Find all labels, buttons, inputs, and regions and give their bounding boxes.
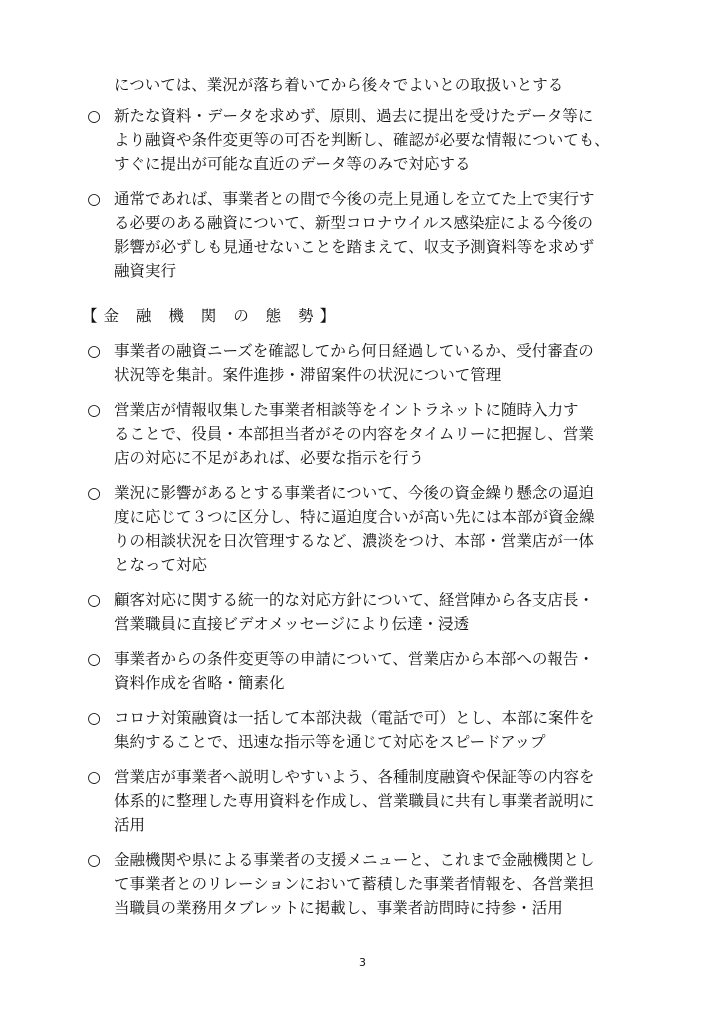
item-text-line: ることで、役員・本部担当者がその内容をタイムリーに把握し、営業 xyxy=(114,425,594,443)
item-text-line: 影響が必ずしも見通せないことを踏まえて、収支予測資料等を求めず xyxy=(114,238,595,256)
list-item xyxy=(82,647,652,695)
item-text-line: 融資実行 xyxy=(114,262,177,280)
page-number: 3 xyxy=(359,956,366,969)
item-text-line: 業況に影響があるとする事業者について、今後の資金繰り懸念の逼迫 xyxy=(114,484,594,502)
list-item xyxy=(82,765,652,837)
item-text-line: 営業職員に直接ビデオメッセージにより伝達・浸透 xyxy=(114,615,470,633)
item-text-line: る必要のある融資について、新型コロナウイルス感染症による今後の xyxy=(114,214,593,232)
item-text-line: 事業者からの条件変更等の申請について、営業店から本部への報告・ xyxy=(114,650,594,668)
section-heading: 【金 融 機 関 の 態 勢】 xyxy=(82,307,342,325)
item-text-line: 営業店が情報収集した事業者相談等をイントラネットに随時入力す xyxy=(114,401,579,419)
item-text-line: 通常であれば、事業者との間で今後の売上見通しを立てた上で実行す xyxy=(114,190,595,208)
item-text-line: 当職員の業務用タブレットに掲載し、事業者訪問時に持参・活用 xyxy=(114,899,563,917)
list-item xyxy=(82,481,652,577)
item-text-line: 事業者の融資ニーズを確認してから何日経過しているか、受付審査の xyxy=(114,342,594,360)
circle-bullet-icon: ○ xyxy=(87,107,101,125)
item-text-line: て事業者とのリレーションにおいて蓄積した事業者情報を、各営業担 xyxy=(114,875,594,893)
circle-bullet-icon: ○ xyxy=(87,591,101,609)
list-item xyxy=(82,588,652,636)
circle-bullet-icon: ○ xyxy=(87,709,101,727)
item-text-line: 新たな資料・データを求めず、原則、過去に提出を受けたデータ等に xyxy=(114,107,594,125)
item-text-line: より融資や条件変更等の可否を判断し、確認が必要な情報についても、 xyxy=(114,131,610,149)
item-text-line: 集約することで、迅速な指示等を通じて対応をスピードアップ xyxy=(114,733,546,751)
list-item xyxy=(82,398,652,470)
item-text-line: 活用 xyxy=(114,816,146,834)
item-text-line: となって対応 xyxy=(114,556,208,574)
item-text-line: 金融機関や県による事業者の支援メニューと、これまで金融機関とし xyxy=(114,851,595,869)
item-text-line: 営業店が事業者へ説明しやすいよう、各種制度融資や保証等の内容を xyxy=(114,768,595,786)
circle-bullet-icon: ○ xyxy=(87,401,101,419)
list-item xyxy=(82,187,652,283)
circle-bullet-icon: ○ xyxy=(87,190,101,208)
item-text-line: 店の対応に不足があれば、必要な指示を行う xyxy=(114,449,425,467)
continuation-text: については、業況が落ち着いてから後々でよいとの取扱いとする xyxy=(114,76,564,94)
list-item xyxy=(82,104,652,176)
circle-bullet-icon: ○ xyxy=(87,484,101,502)
item-text-line: 顧客対応に関する統一的な対応方針について、経営陣から各支店長・ xyxy=(114,591,594,609)
list-item xyxy=(82,848,652,920)
circle-bullet-icon: ○ xyxy=(87,851,101,869)
item-text-line: りの相談状況を日次管理するなど、濃淡をつけ、本部・営業店が一体 xyxy=(114,532,594,550)
item-text-line: すぐに提出が可能な直近のデータ等のみで対応する xyxy=(114,155,471,173)
section-bullet-list xyxy=(82,339,652,931)
item-text-line: 度に応じて３つに区分し、特に逼迫度合いが高い先には本部が資金繰 xyxy=(114,508,595,526)
item-text-line: コロナ対策融資は一括して本部決裁（電話で可）とし、本部に案件を xyxy=(114,709,595,727)
item-text-line: 状況等を集計。案件進捗・滞留案件の状況について管理 xyxy=(114,366,502,384)
circle-bullet-icon: ○ xyxy=(87,342,101,360)
item-text-line: 資料作成を省略・簡素化 xyxy=(114,674,285,692)
list-item xyxy=(82,706,652,754)
circle-bullet-icon: ○ xyxy=(87,650,101,668)
circle-bullet-icon: ○ xyxy=(87,768,101,786)
item-text-line: 体系的に整理した専用資料を作成し、営業職員に共有し事業者説明に xyxy=(114,792,595,810)
list-item xyxy=(82,339,652,387)
top-bullet-list xyxy=(82,104,652,294)
